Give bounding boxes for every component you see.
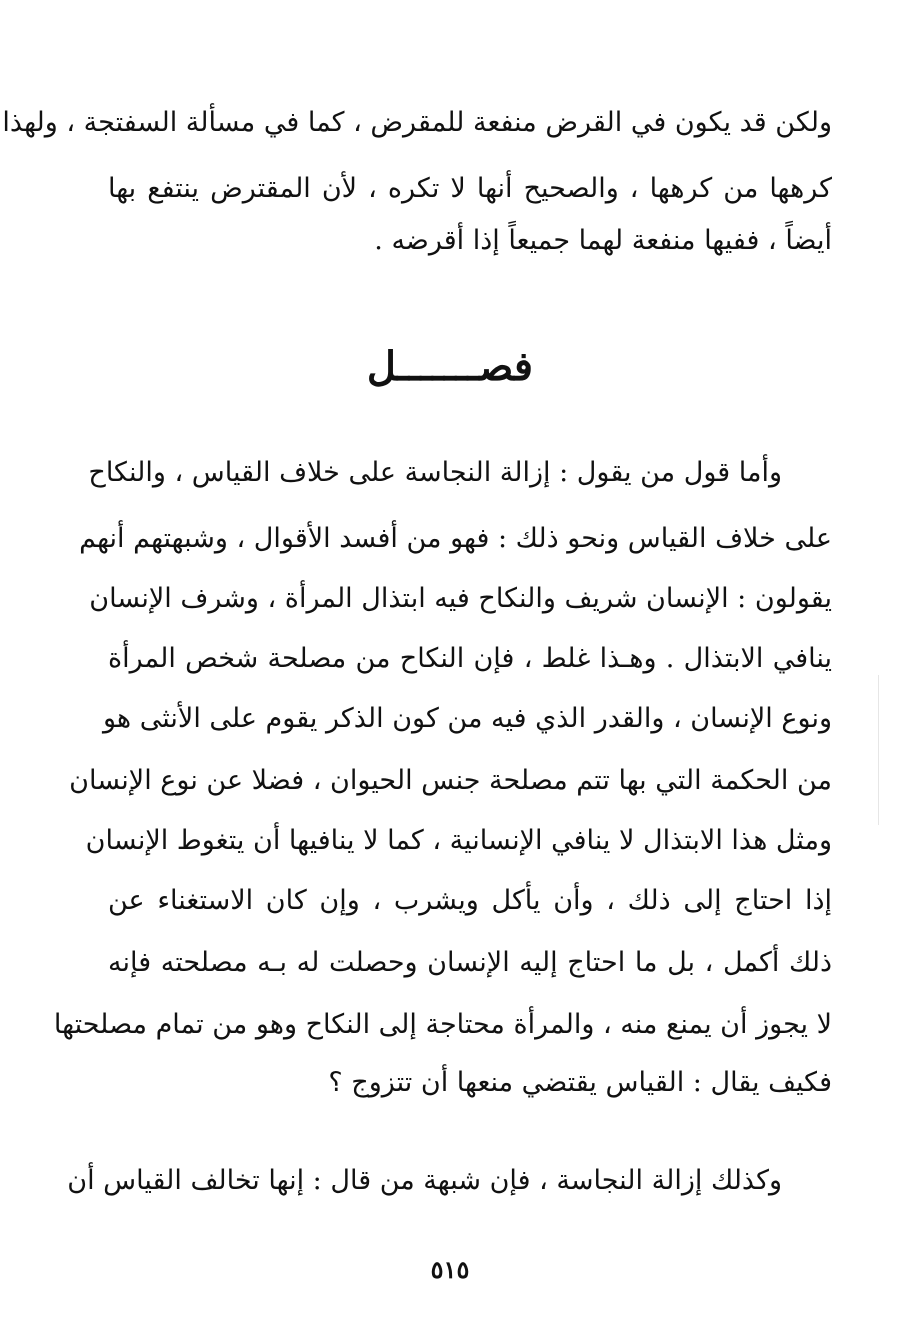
text-line: يقولون : الإنسان شريف والنكاح فيه ابتذال المرأة ، وشرف الإنسان xyxy=(89,583,832,614)
text-line: ونوع الإنسان ، والقدر الذي فيه من كون الذكر يقوم على الأنثى هو xyxy=(102,703,832,734)
text-line: ينافي الابتذال . وهـذا غلط ، فإن النكاح من مصلحة شخص المرأة xyxy=(108,643,832,674)
text-line: وأما قول من يقول : إزالة النجاسة على خلاف القياس ، والنكاح xyxy=(88,457,782,488)
text-line: فكيف يقال : القياس يقتضي منعها أن تتزوج ؟ xyxy=(328,1067,832,1098)
section-heading: فصـــــــل xyxy=(366,343,534,390)
text-line: وكذلك إزالة النجاسة ، فإن شبهة من قال : إنها تخالف القياس أن xyxy=(67,1165,782,1196)
text-line: أيضاً ، ففيها منفعة لهما جميعاً إذا أقرضه . xyxy=(374,225,832,256)
scan-margin-mark xyxy=(878,675,879,825)
text-line: إذا احتاج إلى ذلك ، وأن يأكل ويشرب ، وإن كان الاستغناء عن xyxy=(108,885,832,916)
text-line: ومثل هذا الابتذال لا ينافي الإنسانية ، كما لا ينافيها أن يتغوط الإنسان xyxy=(85,825,832,856)
text-line: على خلاف القياس ونحو ذلك : فهو من أفسد الأقوال ، وشبهتهم أنهم xyxy=(79,523,832,554)
text-line: ولكن قد يكون في القرض منفعة للمقرض ، كما في مسألة السفتجة ، ولهذا xyxy=(2,107,832,138)
text-line: ذلك أكمل ، بل ما احتاج إليه الإنسان وحصلت له بـه مصلحته فإنه xyxy=(108,947,832,978)
text-line: من الحكمة التي بها تتم مصلحة جنس الحيوان ، فضلا عن نوع الإنسان xyxy=(69,765,832,796)
text-line: لا يجوز أن يمنع منه ، والمرأة محتاجة إلى النكاح وهو من تمام مصلحتها xyxy=(53,1009,832,1040)
text-line: كرهها من كرهها ، والصحيح أنها لا تكره ، لأن المقترض ينتفع بها xyxy=(108,173,832,204)
page-number: ٥١٥ xyxy=(430,1255,470,1284)
